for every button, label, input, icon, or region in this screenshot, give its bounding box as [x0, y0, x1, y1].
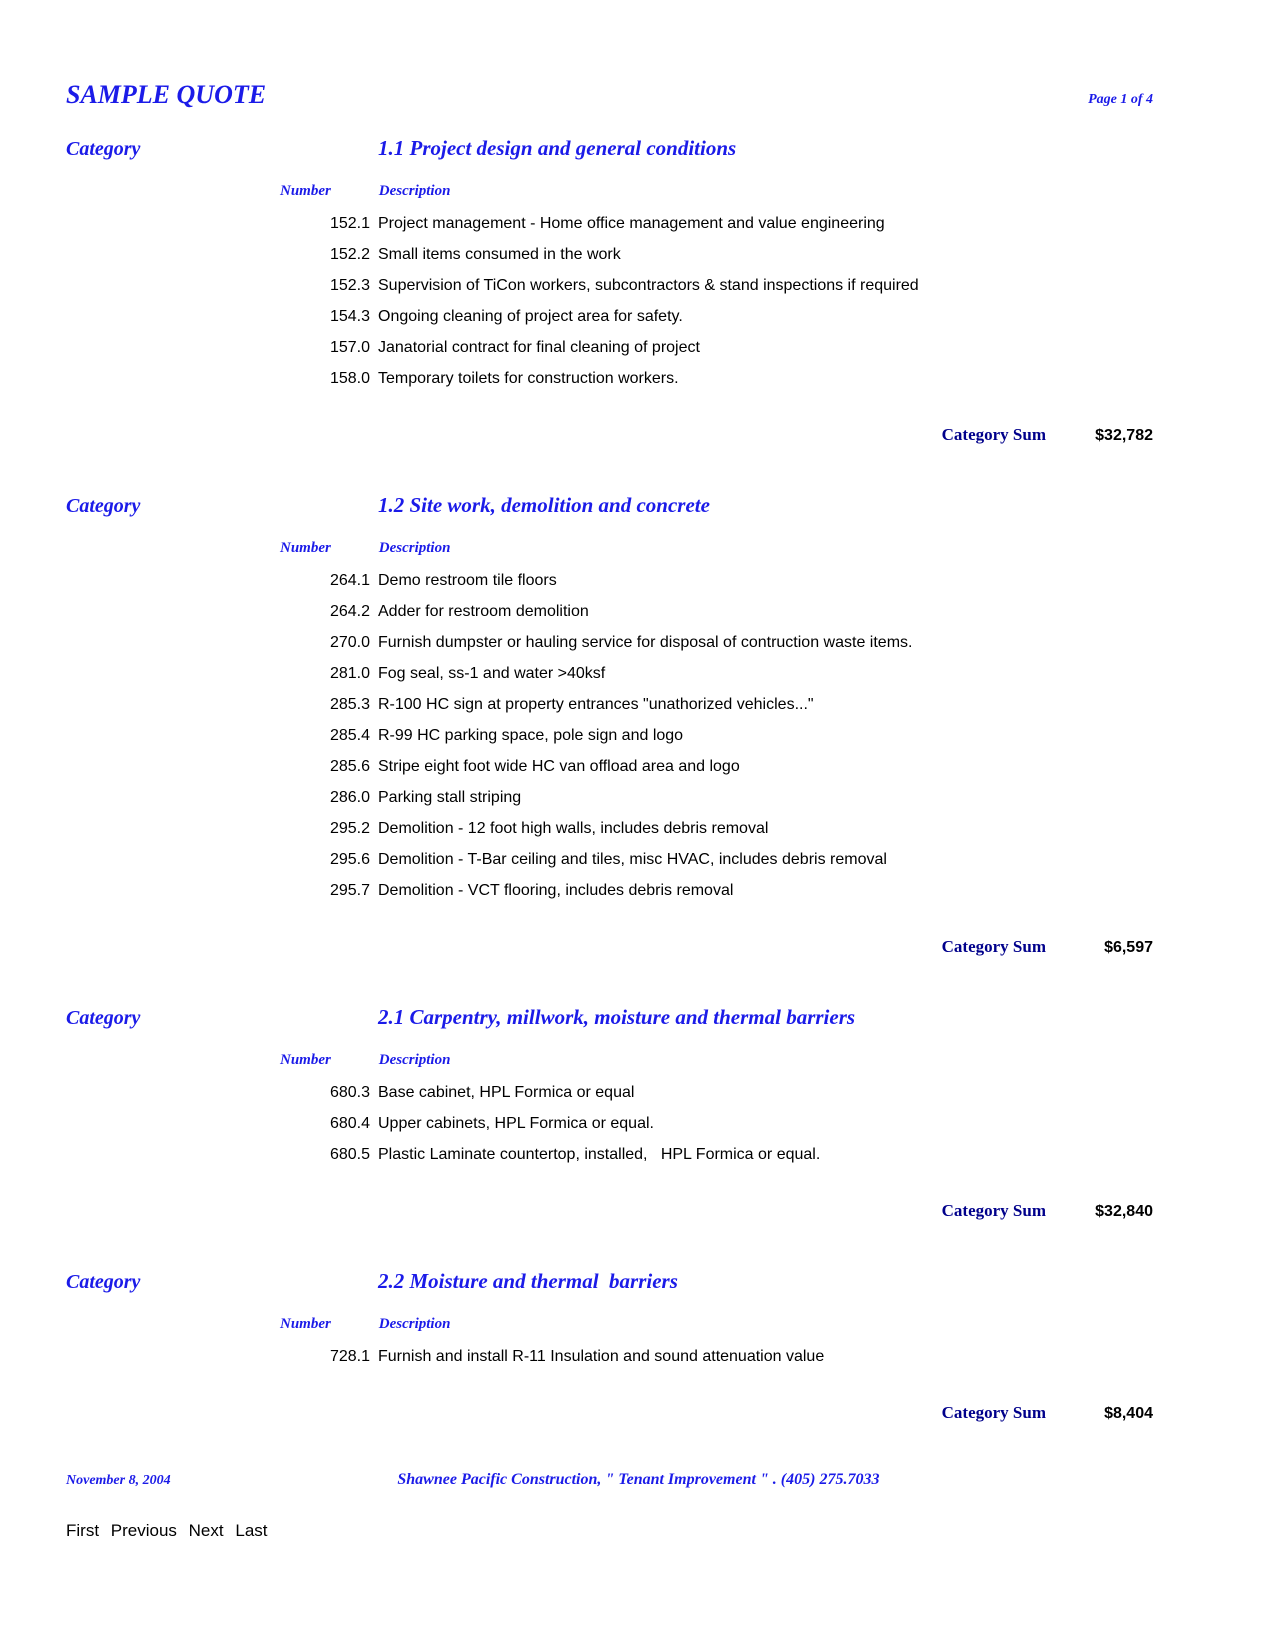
description-column-header: Description — [378, 540, 451, 556]
category-section — [66, 493, 1153, 957]
item-description: Plastic Laminate countertop, installed, HPL Formica or equal. — [378, 1146, 821, 1163]
line-item — [280, 818, 1153, 839]
number-column-header: Number — [280, 540, 331, 556]
line-item — [280, 306, 1153, 327]
number-column-header: Number — [280, 1316, 331, 1332]
line-item — [280, 849, 1153, 870]
category-header-row — [66, 1005, 1153, 1030]
footer-date: November 8, 2004 — [66, 1473, 171, 1488]
number-column-header: Number — [280, 1052, 331, 1068]
item-description: Supervision of TiCon workers, subcontractors & stand inspections if required — [378, 277, 919, 294]
item-description: Furnish and install R-11 Insulation and sound attenuation value — [378, 1348, 825, 1365]
category-sum-value: $32,782 — [1095, 427, 1153, 444]
line-item — [280, 337, 1153, 358]
category-section — [66, 1005, 1153, 1221]
line-item — [280, 368, 1153, 389]
item-list — [280, 1346, 1153, 1367]
item-number: 264.1 — [329, 572, 370, 589]
item-description: Ongoing cleaning of project area for safety. — [378, 308, 683, 325]
line-item — [280, 880, 1153, 901]
item-description: Demolition - 12 foot high walls, includes debris removal — [378, 820, 769, 837]
category-sum-value: $32,840 — [1095, 1203, 1153, 1220]
nav-link-last[interactable]: Last — [235, 1521, 268, 1540]
category-header-row — [66, 493, 1153, 518]
item-description: Upper cabinets, HPL Formica or equal. — [378, 1115, 654, 1132]
line-item — [280, 787, 1153, 808]
item-description: Fog seal, ss-1 and water >40ksf — [378, 665, 606, 682]
report-footer — [66, 1471, 1153, 1493]
line-item — [280, 1346, 1153, 1367]
item-list — [280, 570, 1153, 901]
category-sum-row — [66, 937, 1153, 957]
item-description: Small items consumed in the work — [378, 246, 621, 263]
line-item — [280, 756, 1153, 777]
item-description: R-100 HC sign at property entrances "unathorized vehicles..." — [378, 696, 814, 713]
category-sum-value: $8,404 — [1104, 1405, 1153, 1422]
category-label: Category — [66, 1007, 141, 1029]
line-item — [280, 632, 1153, 653]
line-item — [280, 694, 1153, 715]
number-column-header: Number — [280, 183, 331, 199]
category-header-row — [66, 136, 1153, 161]
item-number: 680.3 — [329, 1084, 370, 1101]
column-headers — [280, 181, 1153, 201]
category-section — [66, 136, 1153, 445]
item-description: Demolition - VCT flooring, includes debris removal — [378, 882, 734, 899]
description-column-header: Description — [378, 183, 451, 199]
item-list — [280, 213, 1153, 389]
categories-container — [66, 136, 1153, 1423]
item-description: Base cabinet, HPL Formica or equal — [378, 1084, 635, 1101]
nav-link-first[interactable]: First — [66, 1521, 100, 1540]
document-title: SAMPLE QUOTE — [66, 80, 267, 109]
item-number: 295.7 — [329, 882, 370, 899]
category-title: 2.1 Carpentry, millwork, moisture and thermal barriers — [378, 1005, 856, 1029]
category-header-row — [66, 1269, 1153, 1294]
category-sum-label: Category Sum — [941, 425, 1046, 444]
item-number: 154.3 — [329, 308, 370, 325]
category-sum-row — [66, 1201, 1153, 1221]
line-item — [280, 244, 1153, 265]
item-number: 152.2 — [329, 246, 370, 263]
nav-link-next[interactable]: Next — [188, 1521, 224, 1540]
category-label: Category — [66, 138, 141, 160]
item-number: 270.0 — [329, 634, 370, 651]
line-item — [280, 1082, 1153, 1103]
item-number: 157.0 — [329, 339, 370, 356]
item-number: 158.0 — [329, 370, 370, 387]
category-sum-label: Category Sum — [941, 1201, 1046, 1220]
line-item — [280, 570, 1153, 591]
item-list — [280, 1082, 1153, 1165]
item-number: 286.0 — [329, 789, 370, 806]
item-number: 152.1 — [329, 215, 370, 232]
item-number: 281.0 — [329, 665, 370, 682]
page-indicator: Page 1 of 4 — [1088, 92, 1153, 107]
item-description: Adder for restroom demolition — [378, 603, 589, 620]
footer-company-line: Shawnee Pacific Construction, " Tenant Improvement " . (405) 275.7033 — [397, 1471, 880, 1488]
item-description: Demolition - T-Bar ceiling and tiles, misc HVAC, includes debris removal — [378, 851, 887, 868]
line-item — [280, 725, 1153, 746]
item-description: Parking stall striping — [378, 789, 522, 806]
item-number: 295.6 — [329, 851, 370, 868]
column-headers — [280, 538, 1153, 558]
category-label: Category — [66, 1271, 141, 1293]
item-number: 285.4 — [329, 727, 370, 744]
column-headers — [280, 1050, 1153, 1070]
item-number: 295.2 — [329, 820, 370, 837]
category-title: 2.2 Moisture and thermal barriers — [378, 1269, 678, 1293]
line-item — [280, 663, 1153, 684]
category-label: Category — [66, 495, 141, 517]
category-sum-label: Category Sum — [941, 937, 1046, 956]
line-item — [280, 1144, 1153, 1165]
line-item — [280, 213, 1153, 234]
line-item — [280, 601, 1153, 622]
description-column-header: Description — [378, 1052, 451, 1068]
category-sum-label: Category Sum — [941, 1403, 1046, 1422]
column-headers — [280, 1314, 1153, 1334]
item-number: 285.3 — [329, 696, 370, 713]
line-item — [280, 1113, 1153, 1134]
category-section — [66, 1269, 1153, 1423]
item-number: 728.1 — [329, 1348, 370, 1365]
item-number: 285.6 — [329, 758, 370, 775]
line-item — [280, 275, 1153, 296]
item-description: Janatorial contract for final cleaning of project — [378, 339, 700, 356]
item-number: 680.4 — [329, 1115, 370, 1132]
item-description: Furnish dumpster or hauling service for disposal of contruction waste items. — [378, 634, 913, 651]
nav-link-previous[interactable]: Previous — [110, 1521, 177, 1540]
item-description: Stripe eight foot wide HC van offload area and logo — [378, 758, 740, 775]
category-title: 1.1 Project design and general conditions — [378, 136, 737, 160]
item-description: Project management - Home office management and value engineering — [378, 215, 885, 232]
item-number: 680.5 — [329, 1146, 370, 1163]
item-number: 264.2 — [329, 603, 370, 620]
category-sum-row — [66, 1403, 1153, 1423]
item-number: 152.3 — [329, 277, 370, 294]
category-title: 1.2 Site work, demolition and concrete — [378, 493, 710, 517]
page-header — [66, 80, 1153, 110]
item-description: R-99 HC parking space, pole sign and logo — [378, 727, 684, 744]
item-description: Temporary toilets for construction workers. — [378, 370, 679, 387]
description-column-header: Description — [378, 1316, 451, 1332]
category-sum-value: $6,597 — [1104, 939, 1153, 956]
category-sum-row — [66, 425, 1153, 445]
pagination-nav — [66, 1521, 1153, 1541]
item-description: Demo restroom tile floors — [378, 572, 557, 589]
